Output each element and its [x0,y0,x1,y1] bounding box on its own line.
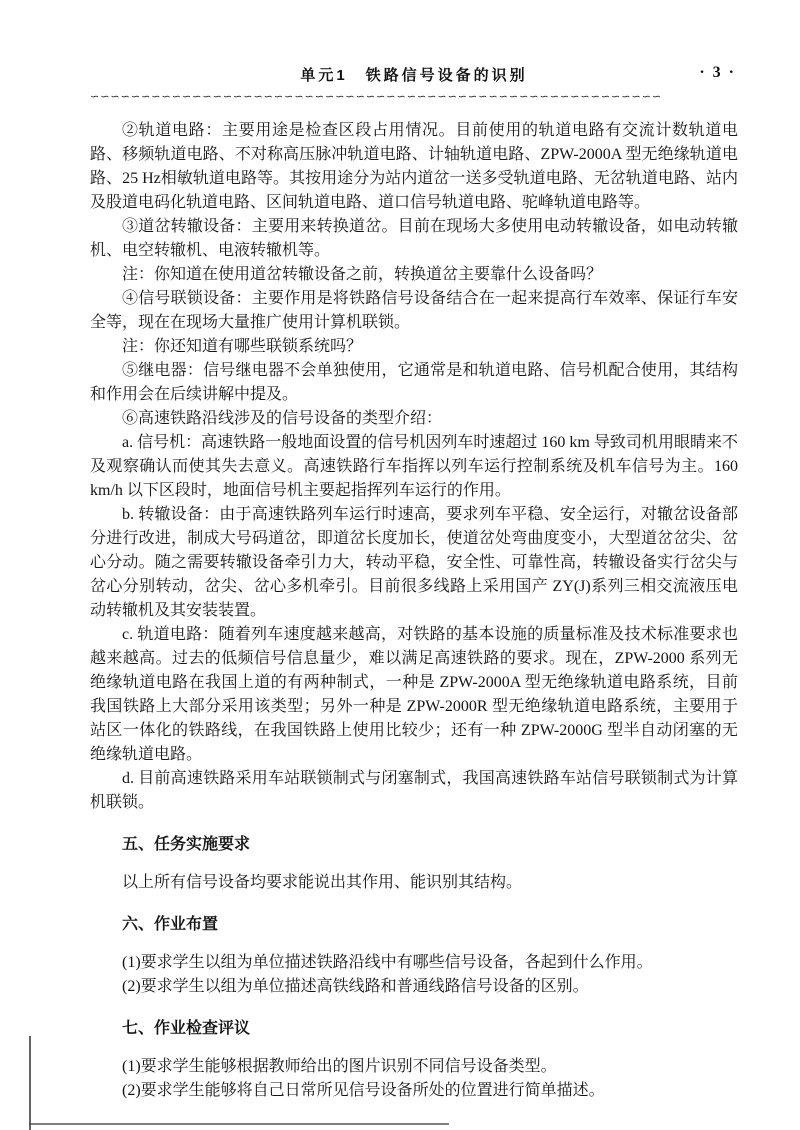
scan-artifact-bottom-line [29,1123,449,1125]
section-6-item-2: (2)要求学生以组为单位描述高铁线路和普通线路信号设备的区别。 [122,978,589,995]
section-7-item-1: (1)要求学生能够根据教师给出的图片识别不同信号设备类型。 [122,1058,557,1075]
section-7-item-2: (2)要求学生能够将自己日常所见信号设备所处的位置进行简单描述。 [122,1082,605,1099]
scan-artifact-left-line [29,1036,31,1130]
list-item-a: a. 信号机：高速铁路一般地面设置的信号机因列车时速超过 160 km 导致司机用眼睛来不及观察确认而使其失去意义。高速铁路行车指挥以列车运行控制系统及机车信号为主。160 km/h 以下区段时，地面信号机主要起指挥列车运行的作用。 [90,434,738,499]
paragraph-interlocking: ④信号联锁设备：主要作用是将铁路信号设备结合在一起来提高行车效率、保证行车安全等，现在在现场大量推广使用计算机联锁。 [90,290,738,331]
paragraph-switch-device: ③道岔转辙设备：主要用来转换道岔。目前在现场大多使用电动转辙设备，如电动转辙机、电空转辙机、电液转辙机等。 [90,218,738,259]
running-head [90,64,738,88]
ornament-divider: ∽∽∽∽∽∽∽∽∽∽∽∽∽∽∽∽∽∽∽∽∽∽∽∽∽∽∽∽∽∽∽∽∽∽∽∽∽∽∽∽∽∽∽∽∽∽∽∽∽∽∽∽∽∽∽∽ [90,91,663,103]
paragraph-hsr-intro: ⑥高速铁路沿线涉及的信号设备的类型介绍： [122,410,443,427]
page-number: · 3 · [699,64,736,81]
note-interlocking: 注：你还知道有哪些联锁系统吗？ [122,338,363,355]
paragraph-track-circuit: ②轨道电路：主要用途是检查区段占用情况。目前使用的轨道电路有交流计数轨道电路、移频轨道电路、不对称高压脉冲轨道电路、计轴轨道电路、ZPW-2000A 型无绝缘轨道电路、25 Hz相敏轨道电路等。其按用途分为站内道岔一送多受轨道电路、无岔轨道电路、站内及股道电码化轨道电路、区间轨道电路、道口信号轨道电路、驼峰轨道电路等。 [90,122,738,211]
section-heading-5: 五、任务实施要求 [122,836,251,853]
list-item-c: c. 轨道电路：随着列车速度越来越高，对铁路的基本设施的质量标准及技术标准要求也越来越高。过去的低频信号信息量少，难以满足高速铁路的要求。现在，ZPW-2000 系列无绝缘轨道电路在我国上道的有两种制式，一种是 ZPW-2000A 型无绝缘轨道电路系统，目前我国铁路上大部分采用该类型；另外一种是 ZPW-2000R 型无绝缘轨道电路系统，主要用于站区一体化的铁路线，在我国铁路上使用比较少；还有一种 ZPW-2000G 型半自动闭塞的无绝缘轨道电路。 [90,626,738,763]
paragraph-relay: ⑤继电器：信号继电器不会单独使用，它通常是和轨道电路、信号机配合使用，其结构和作用会在后续讲解中提及。 [90,362,738,403]
section-5-paragraph: 以上所有信号设备均要求能说出其作用、能识别其结构。 [122,874,523,891]
chapter-title: 单元1 铁路信号设备的识别 [300,67,528,84]
page-content [90,64,738,1103]
list-item-d: d. 目前高速铁路采用车站联锁制式与闭塞制式，我国高速铁路车站信号联锁制式为计算机联锁。 [90,770,738,811]
section-heading-7: 七、作业检查评议 [122,1020,251,1037]
body-text [90,119,738,1103]
section-6-item-1: (1)要求学生以组为单位描述铁路沿线中有哪些信号设备，各起到什么作用。 [122,954,653,971]
section-heading-6: 六、作业布置 [122,916,219,933]
list-item-b: b. 转辙设备：由于高速铁路列车运行时速高，要求列车平稳、安全运行，对辙岔设备部分进行改进，制成大号码道岔，即道岔长度加长，使道岔处弯曲度变小，大型道岔岔尖、岔心分动。随之需要转辙设备牵引力大，转动平稳，安全性、可靠性高，转辙设备实行岔尖与岔心分别转动，岔尖、岔心多机牵引。目前很多线路上采用国产 ZY(J)系列三相交流液压电动转辙机及其安装装置。 [90,506,738,619]
note-switch: 注：你知道在使用道岔转辙设备之前，转换道岔主要靠什么设备吗？ [122,266,603,283]
